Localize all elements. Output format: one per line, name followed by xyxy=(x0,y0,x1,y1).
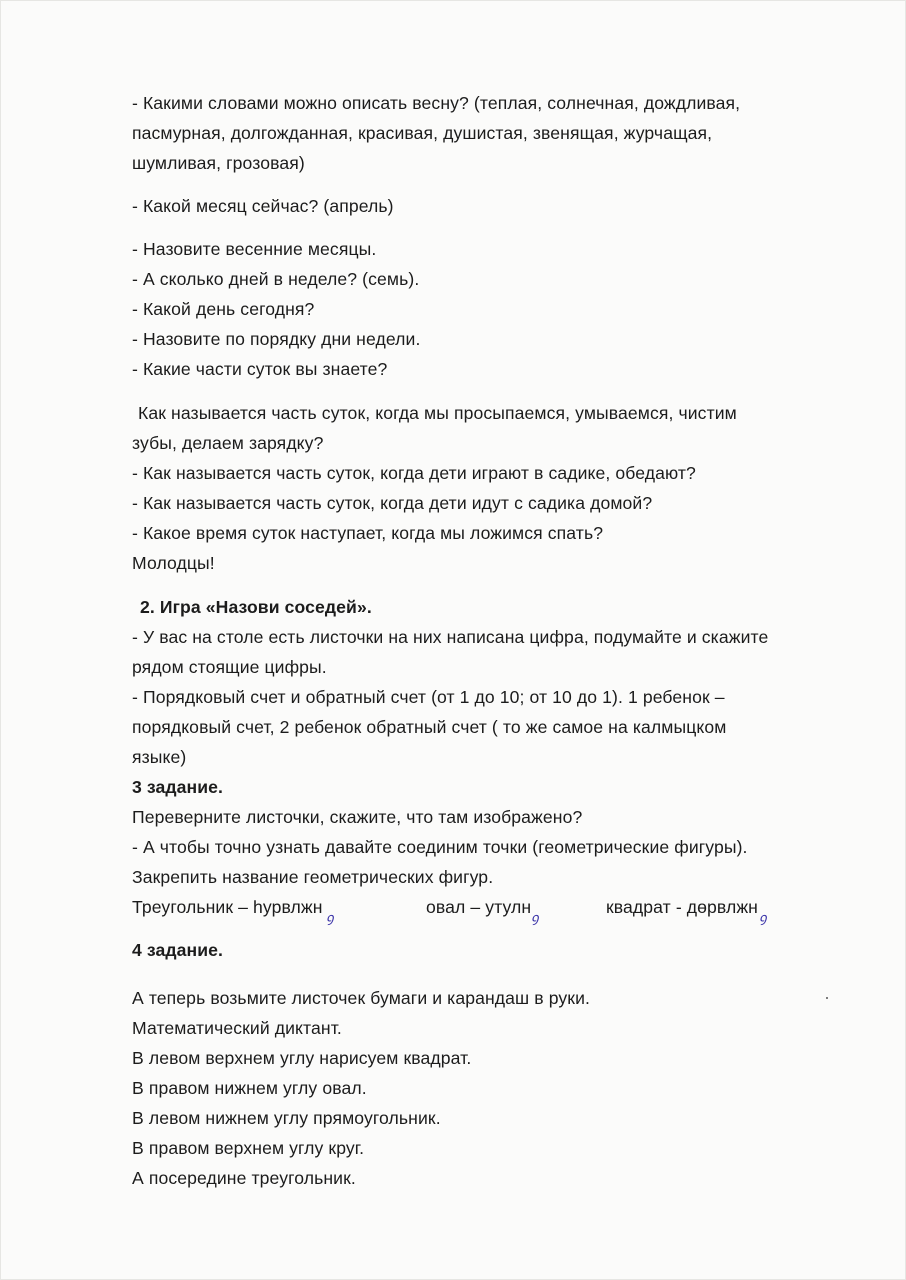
text-line: рядом стоящие цифры. xyxy=(132,657,327,677)
text-line: - Какими словами можно описать весну? (теплая, солнечная, дождливая, xyxy=(132,93,741,113)
handwritten-mark: ꝯ xyxy=(531,911,539,926)
day-parts-block xyxy=(132,398,842,578)
text-line: Как называется часть суток, когда мы просыпаемся, умываемся, чистим xyxy=(138,403,737,423)
text-line: - Какое время суток наступает, когда мы ложимся спать? xyxy=(132,523,604,543)
spring-question-block xyxy=(132,88,842,178)
text-line: А посередине треугольник. xyxy=(132,1168,356,1188)
task-3-block xyxy=(132,772,842,926)
text-line: зубы, делаем зарядку? xyxy=(132,433,324,453)
section-heading: 2. Игра «Назови соседей». xyxy=(140,597,372,617)
text-line: Молодцы! xyxy=(132,553,215,573)
text-line: - Как называется часть суток, когда дети играют в садике, обедают? xyxy=(132,463,696,483)
handwritten-mark: ꝯ xyxy=(326,911,334,926)
text-line: - А чтобы точно узнать давайте соединим точки (геометрические фигуры). xyxy=(132,837,748,857)
text-line: пасмурная, долгожданная, красивая, душистая, звенящая, журчащая, xyxy=(132,123,713,143)
oval-term: овал – утулн xyxy=(426,897,532,917)
triangle-term: Треугольник – һурвлжн xyxy=(132,897,323,917)
text-line: - Какой день сегодня? xyxy=(132,299,315,319)
text-line: - У вас на столе есть листочки на них написана цифра, подумайте и скажите xyxy=(132,627,769,647)
week-questions-block xyxy=(132,234,842,384)
section-heading: 3 задание. xyxy=(132,777,224,797)
text-line: В левом верхнем углу нарисуем квадрат. xyxy=(132,1048,472,1068)
scan-speck xyxy=(826,997,828,999)
text-line: - Назовите весенние месяцы. xyxy=(132,239,377,259)
task-4-block xyxy=(132,935,842,1193)
text-line: шумливая, грозовая) xyxy=(132,153,305,173)
text-line: - Какие части суток вы знаете? xyxy=(132,359,388,379)
section-heading: 4 задание. xyxy=(132,940,224,960)
handwritten-mark: ꝯ xyxy=(759,911,767,926)
shape-names-row xyxy=(132,892,842,926)
text-line: порядковый счет, 2 ребенок обратный счет ( то же самое на калмыцком xyxy=(132,717,727,737)
text-line: Закрепить название геометрических фигур. xyxy=(132,867,494,887)
text-line: В правом верхнем углу круг. xyxy=(132,1138,365,1158)
text-line: - А сколько дней в неделе? (семь). xyxy=(132,269,420,289)
text-line: - Назовите по порядку дни недели. xyxy=(132,329,421,349)
text-line: языке) xyxy=(132,747,187,767)
game-neighbors-block xyxy=(132,592,842,772)
month-question: - Какой месяц сейчас? (апрель) xyxy=(132,196,394,216)
square-term: квадрат - дөрвлжн xyxy=(606,897,759,917)
text-line: - Порядковый счет и обратный счет (от 1 до 10; от 10 до 1). 1 ребенок – xyxy=(132,687,725,707)
text-line: А теперь возьмите листочек бумаги и карандаш в руки. xyxy=(132,988,590,1008)
text-line: В левом нижнем углу прямоугольник. xyxy=(132,1108,441,1128)
text-line: Переверните листочки, скажите, что там изображено? xyxy=(132,807,583,827)
text-line: - Как называется часть суток, когда дети идут с садика домой? xyxy=(132,493,653,513)
document-body xyxy=(132,88,842,1193)
text-line: В правом нижнем углу овал. xyxy=(132,1078,367,1098)
text-line: Математический диктант. xyxy=(132,1018,342,1038)
